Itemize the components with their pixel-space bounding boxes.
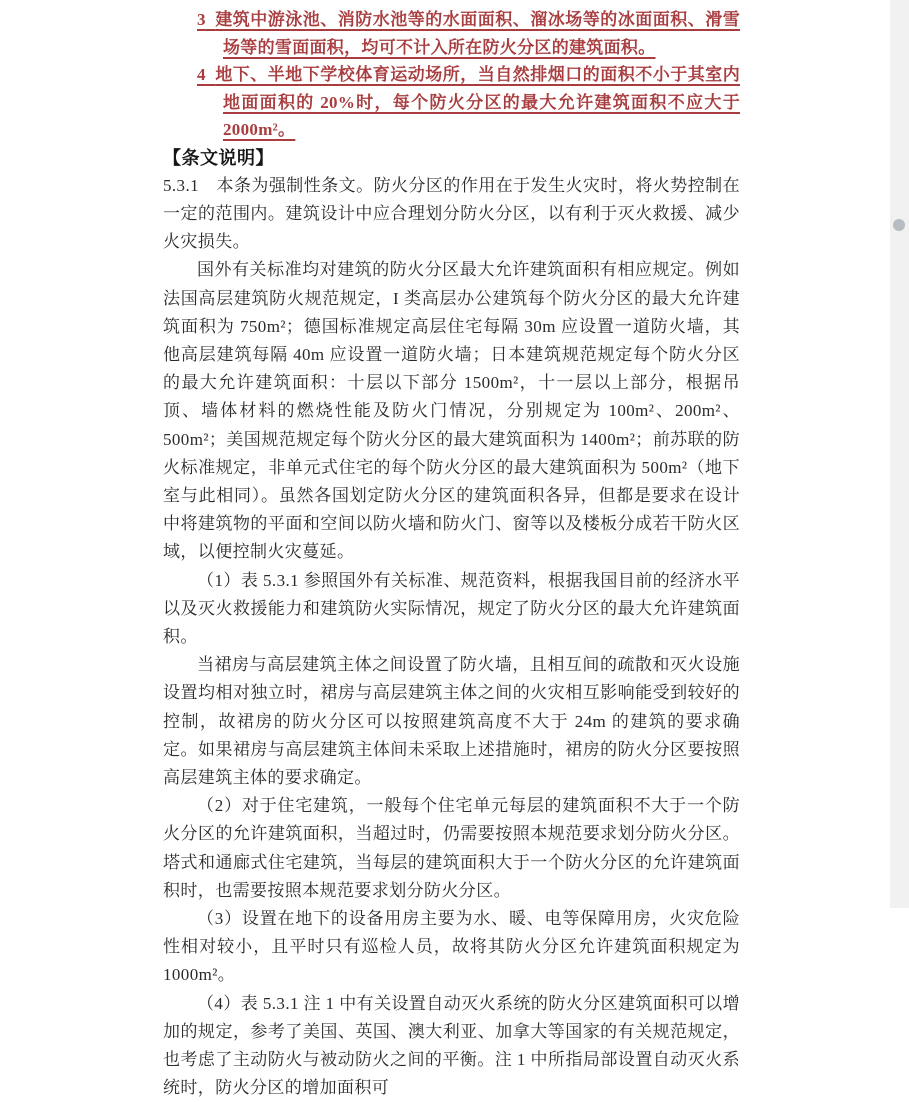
paragraph-note-3: （3）设置在地下的设备用房主要为水、暖、电等保障用房，火灾危险性相对较小，且平时只有巡检人员，故将其防火分区允许建筑面积规定为 1000m²。 [163, 908, 740, 985]
paragraph-note-2: （2）对于住宅建筑，一般每个住宅单元每层的建筑面积不大于一个防火分区的允许建筑面积，当超过时，仍需要按照本规范要求划分防火分区。塔式和通廊式住宅建筑，当每层的建筑面积大于一个防火分区的允许建筑面积时，也需要按照本规范要求划分防火分区。 [163, 796, 740, 900]
clause-item-3 [163, 6, 740, 61]
clause-4-gap [206, 65, 216, 84]
clause-3-text: 建筑中游泳池、消防水池等的水面面积、溜冰场等的冰面面积、滑雪场等的雪面面积，均可不计入所在防火分区的建筑面积。 [215, 10, 740, 57]
paragraph-podium: 当裙房与高层建筑主体之间设置了防火墙，且相互间的疏散和灭火设施设置均相对独立时，裙房与高层建筑主体之间的火灾相互影响能受到较好的控制，故裙房的防火分区可以按照建筑高度不大于 24m 的建筑的要求确定。如果裙房与高层建筑主体间未采取上述措施时，裙房的防火分区要按照高层建筑主体的要求确定。 [163, 655, 740, 787]
section-header: 【条文说明】 [163, 147, 274, 168]
scrollbar-thumb[interactable] [893, 219, 905, 231]
clause-3-gap [206, 10, 216, 29]
scrollbar-track[interactable] [890, 0, 909, 908]
document-content [163, 6, 740, 1102]
clause-item-4 [163, 61, 740, 144]
paragraph-531: 5.3.1 本条为强制性条文。防火分区的作用在于发生火灾时，将火势控制在一定的范围内。建筑设计中应合理划分防火分区，以有利于灭火救援、减少火灾损失。 [163, 175, 740, 252]
clause-4-number: 4 [197, 65, 206, 84]
clause-4-text: 地下、半地下学校体育运动场所，当自然排烟口的面积不小于其室内地面面积的 20%时，每个防火分区的最大允许建筑面积不应大于 2000m²。 [215, 65, 740, 139]
paragraph-note-4: （4）表 5.3.1 注 1 中有关设置自动灭火系统的防火分区建筑面积可以增加的规定，参考了美国、英国、澳大利亚、加拿大等国家的有关规范规定，也考虑了主动防火与被动防火之间的平衡。注 1 中所指局部设置自动灭火系统时，防火分区的增加面积可 [163, 993, 740, 1098]
paragraph-note-1: （1）表 5.3.1 参照国外有关标准、规范资料，根据我国目前的经济水平以及灭火救援能力和建筑防火实际情况，规定了防火分区的最大允许建筑面积。 [163, 570, 740, 646]
paragraph-foreign-standards: 国外有关标准均对建筑的防火分区最大允许建筑面积有相应规定。例如法国高层建筑防火规范规定，I 类高层办公建筑每个防火分区的最大允许建筑面积为 750m²；德国标准规定高层住宅每隔 30m 应设置一道防火墙，其他高层建筑每隔 40m 应设置一道防火墙；日本建筑规范规定每个防火分区的最大允许建筑面积：十层以下部分 1500m²，十一层以上部分，根据吊顶、墙体材料的燃烧性能及防火门情况，分别规定为 100m²、200m²、500m²；美国规范规定每个防火分区的最大建筑面积为 1400m²；前苏联的防火标准规定，非单元式住宅的每个防火分区的最大建筑面积为 500m²（地下室与此相同）。虽然各国划定防火分区的建筑面积各异，但都是要求在设计中将建筑物的平面和空间以防火墙和防火门、窗等以及楼板分成若干防火区域，以便控制火灾蔓延。 [163, 260, 740, 562]
clause-3-number: 3 [197, 10, 206, 29]
